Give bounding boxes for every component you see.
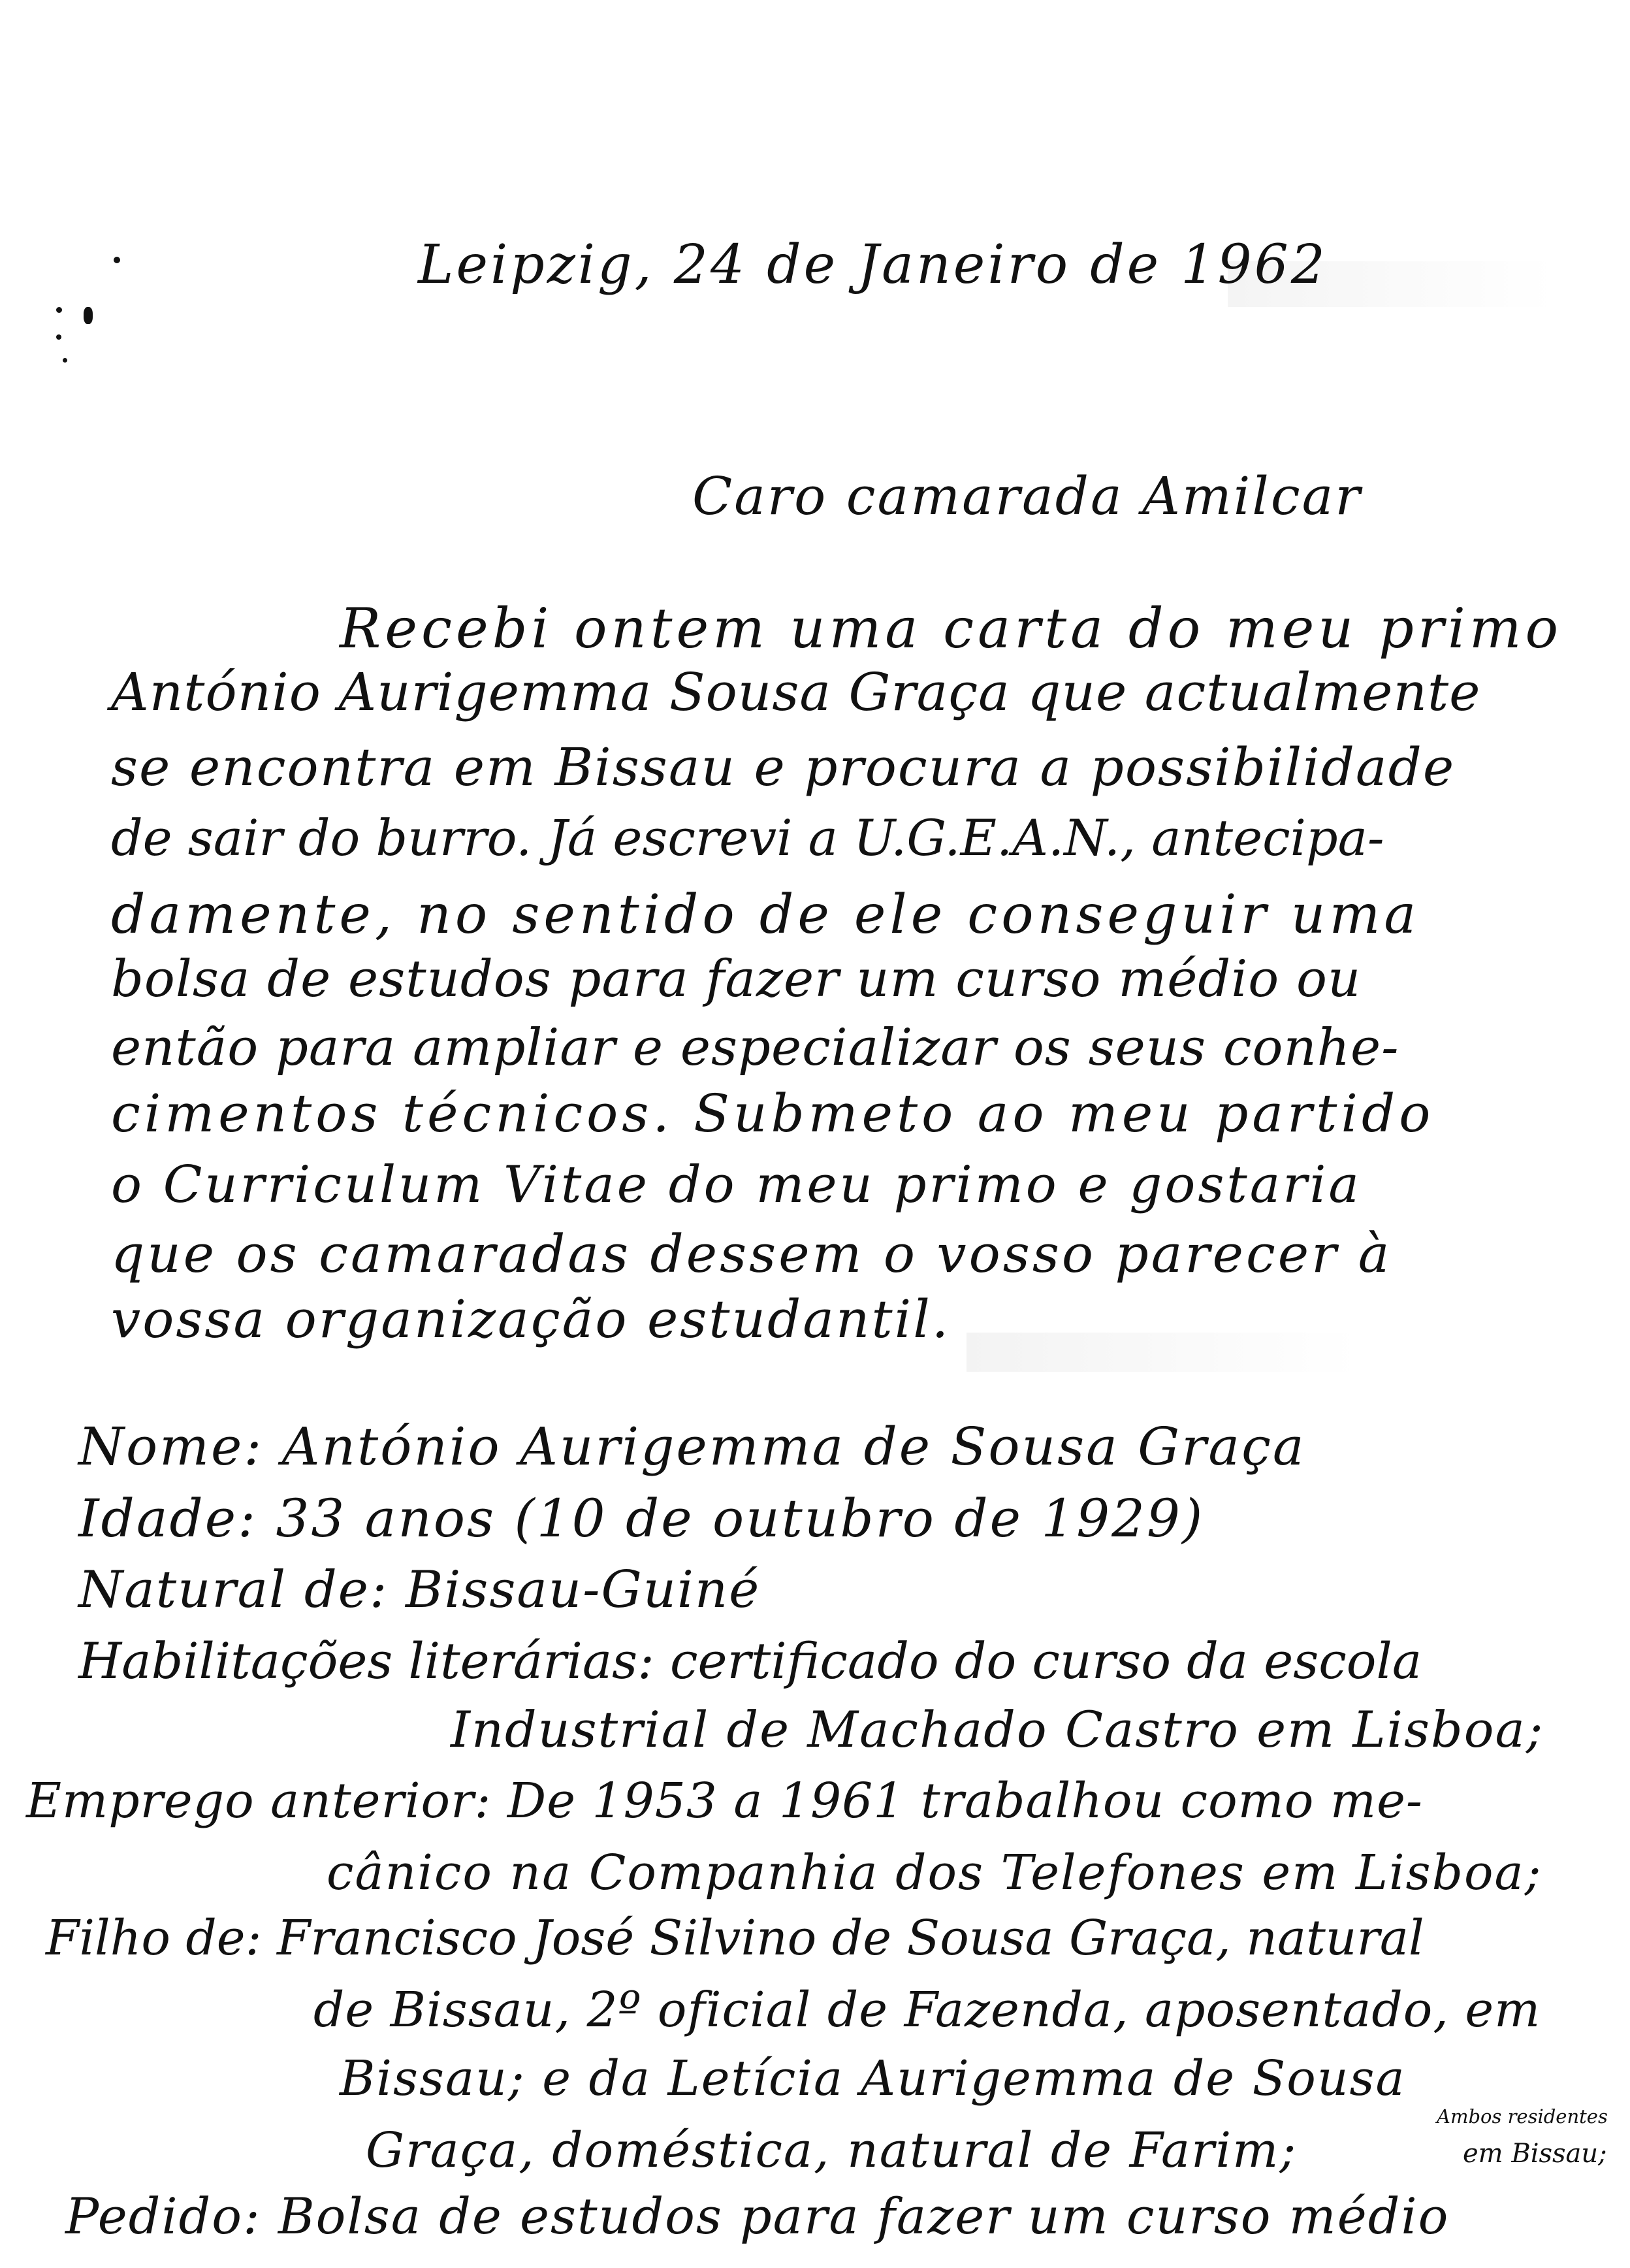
- cv-parents-cont: de Bissau, 2º oficial de Fazenda, aposentado, em: [313, 1982, 1541, 2038]
- body-line: vossa organização estudantil.: [111, 1289, 951, 1350]
- ink-speck: [63, 358, 67, 363]
- body-line: damente, no sentido de ele conseguir uma: [111, 884, 1420, 946]
- cv-age: Idade: 33 anos (10 de outubro de 1929): [78, 1488, 1205, 1549]
- ink-speck: [56, 307, 62, 313]
- salutation: Caro camarada Amilcar: [692, 466, 1362, 526]
- bleed-through: [967, 1333, 1358, 1372]
- cv-education-cont: Industrial de Machado Castro em Lisboa;: [451, 1700, 1544, 1758]
- cv-parents-cont: Graça, doméstica, natural de Farim;: [366, 2122, 1298, 2179]
- cv-parents-cont: Bissau; e da Letícia Aurigemma de Sousa: [340, 2050, 1406, 2107]
- body-line: cimentos técnicos. Submeto ao meu partido: [111, 1083, 1435, 1144]
- cv-parents-note: em Bissau;: [1463, 2139, 1607, 2169]
- ink-speck: [114, 257, 120, 263]
- cv-name: Nome: António Aurigemma de Sousa Graça: [78, 1416, 1306, 1477]
- body-line: de sair do burro. Já escrevi a U.G.E.A.N., antecipa-: [111, 809, 1384, 867]
- cv-education: Habilitações literárias: certificado do curso da escola: [78, 1632, 1422, 1690]
- body-line: bolsa de estudos para fazer um curso médio ou: [111, 950, 1362, 1009]
- body-line: então para ampliar e especializar os seus conhe-: [111, 1018, 1399, 1077]
- body-line: o Curriculum Vitae do meu primo e gostaria: [111, 1156, 1362, 1214]
- cv-request: Pedido: Bolsa de estudos para fazer um curso médio: [65, 2187, 1450, 2245]
- body-line: António Aurigemma Sousa Graça que actualmente: [111, 662, 1481, 722]
- cv-origin: Natural de: Bissau-Guiné: [78, 1561, 761, 1619]
- body-line: se encontra em Bissau e procura a possibilidade: [111, 737, 1456, 798]
- cv-parents-note: Ambos residentes: [1437, 2105, 1608, 2128]
- cv-employment: Emprego anterior: De 1953 a 1961 trabalhou como me-: [26, 1773, 1423, 1829]
- cv-parents: Filho de: Francisco José Silvino de Sousa Graça, natural: [46, 1910, 1424, 1966]
- ink-speck: [84, 307, 93, 324]
- body-line: que os camaradas dessem o vosso parecer à: [111, 1223, 1392, 1284]
- place-date: Leipzig, 24 de Janeiro de 1962: [418, 234, 1328, 296]
- body-line: Recebi ontem uma carta do meu primo: [340, 596, 1563, 660]
- cv-employment-cont: cânico na Companhia dos Telefones em Lisboa;: [327, 1845, 1542, 1901]
- ink-speck: [56, 334, 61, 340]
